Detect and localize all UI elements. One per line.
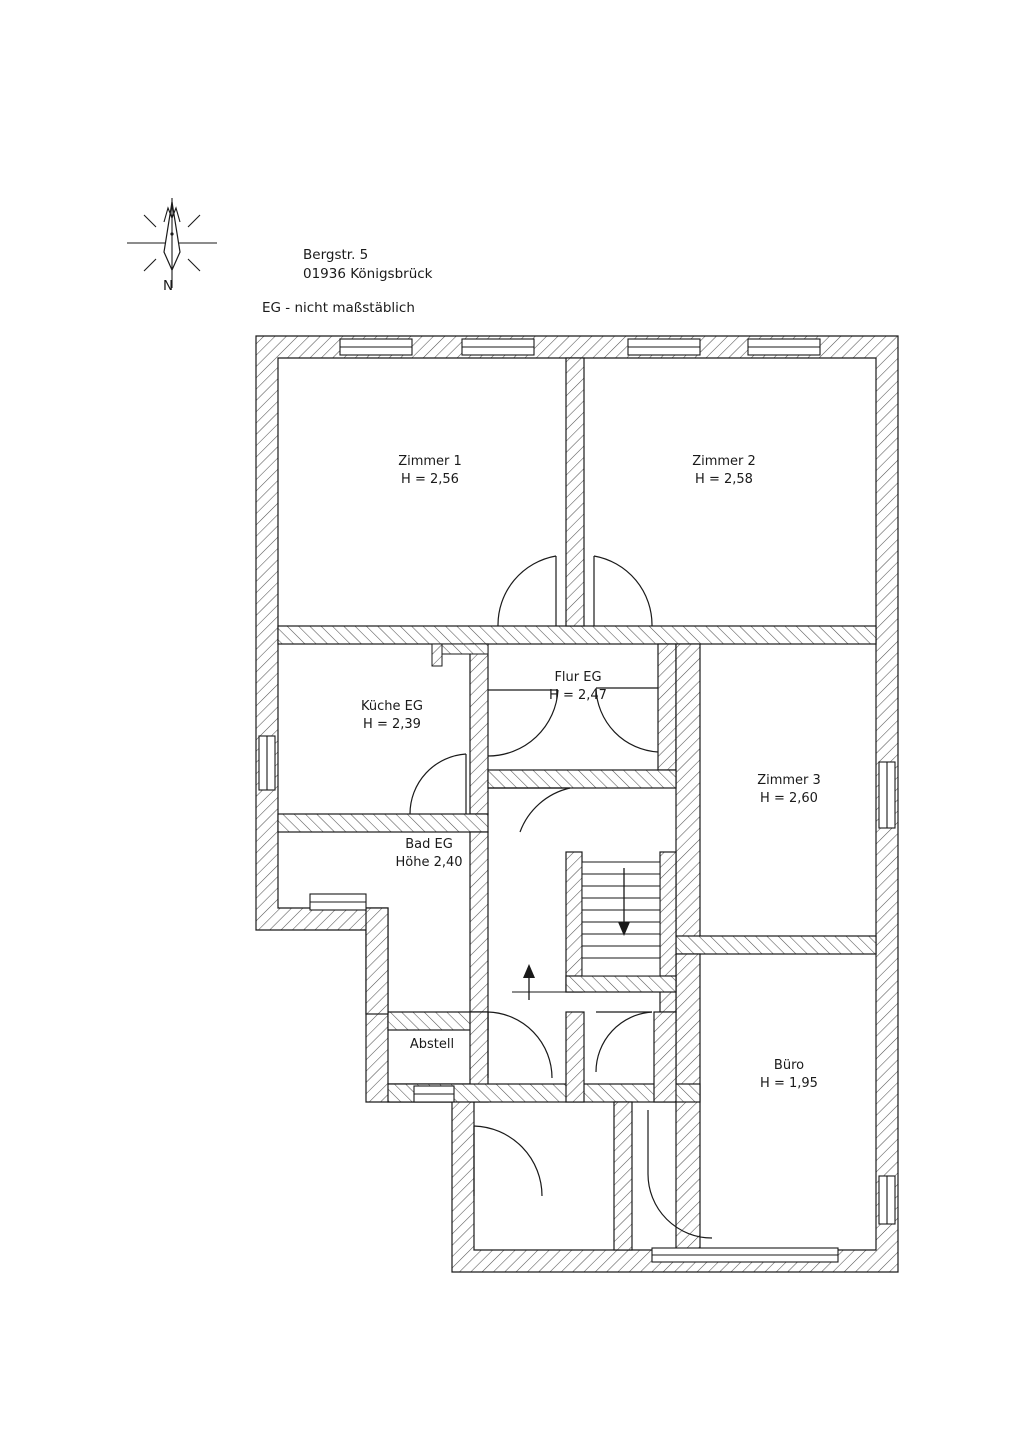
room-label-zimmer2 — [692, 453, 756, 489]
room-label-buero — [760, 1057, 818, 1093]
room-height: H = 2,39 — [363, 717, 421, 732]
room-name: Zimmer 3 — [757, 773, 821, 788]
room-height: H = 2,60 — [760, 791, 818, 806]
scale-note: EG - nicht maßstäblich — [262, 300, 415, 316]
address-line-1: Bergstr. 5 — [303, 247, 369, 263]
room-name: Bad EG — [405, 837, 453, 852]
room-name: Zimmer 2 — [692, 454, 756, 469]
room-label-abstell — [410, 1036, 454, 1054]
room-name: Büro — [773, 1058, 805, 1073]
room-name: Zimmer 1 — [398, 454, 462, 469]
room-height: H = 2,47 — [549, 688, 607, 703]
room-label-zimmer1 — [398, 453, 462, 489]
room-height: H = 1,95 — [760, 1076, 818, 1091]
room-name: Flur EG — [554, 670, 602, 685]
room-label-zimmer3 — [757, 772, 821, 808]
room-height: H = 2,56 — [401, 472, 459, 487]
room-height: Höhe 2,40 — [395, 855, 463, 870]
address-line-2: 01936 Königsbrück — [303, 266, 433, 282]
room-name: Abstell — [409, 1037, 455, 1052]
room-height: H = 2,58 — [695, 472, 753, 487]
room-label-kueche — [361, 698, 423, 734]
room-label-bad — [395, 836, 462, 872]
room-label-flur — [549, 669, 607, 705]
room-name: Küche EG — [361, 699, 423, 714]
compass-north-label: N — [163, 278, 174, 294]
